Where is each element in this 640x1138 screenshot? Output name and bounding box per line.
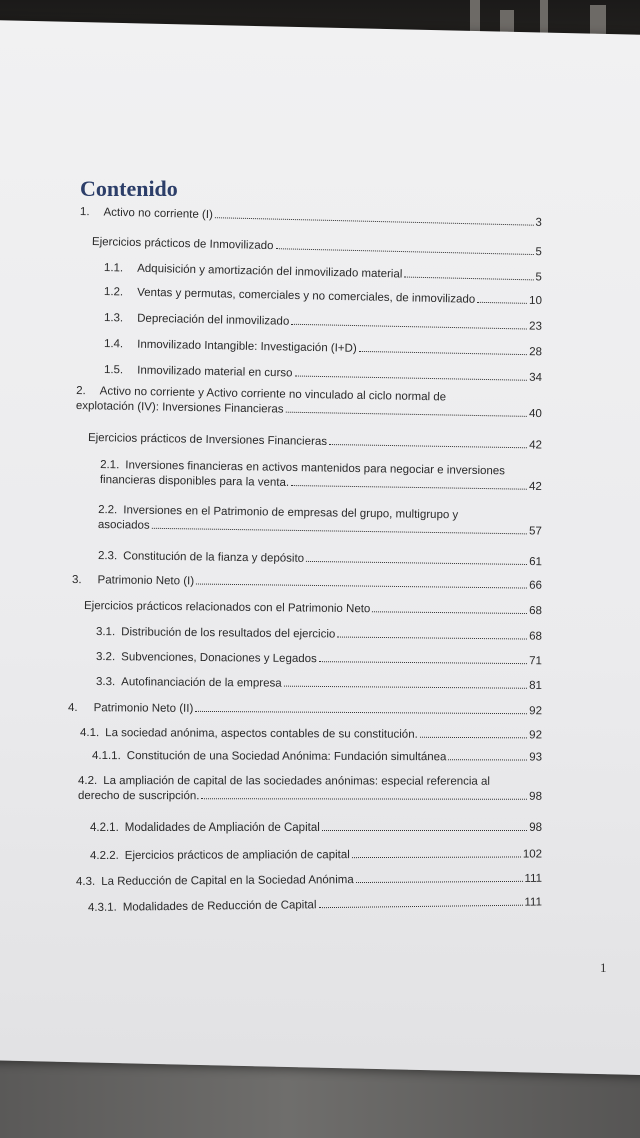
entry-number: 1.2.	[103, 286, 124, 299]
entry-title: La sociedad anónima, aspectos contables de su constitución.	[105, 727, 418, 741]
toc-entry	[100, 458, 542, 495]
leader-dots	[196, 584, 527, 589]
entry-page: 23	[528, 320, 543, 333]
entry-title: Constitución de una Sociedad Anónima: Fundación simultánea	[126, 750, 447, 764]
entry-page: 93	[529, 751, 543, 764]
entry-number: 3.1.	[95, 626, 116, 639]
toc-entry	[98, 550, 542, 568]
toc-entry	[104, 312, 542, 333]
entry-title: Ejercicios prácticos de ampliación de capital	[124, 849, 350, 862]
entry-number: 1.4.	[103, 338, 124, 351]
leader-dots	[359, 351, 527, 355]
leader-dots	[420, 737, 527, 739]
entry-page: 111	[524, 872, 543, 885]
entry-page: 28	[529, 346, 543, 359]
entry-page: 92	[529, 705, 543, 718]
entry-page: 68	[529, 630, 543, 643]
toc-entry	[90, 848, 542, 862]
leader-dots	[319, 661, 527, 664]
entry-title: Distribución de los resultados del ejercicio	[121, 626, 336, 641]
leader-dots	[352, 856, 521, 858]
leader-dots	[215, 217, 534, 226]
leader-dots	[322, 830, 527, 831]
entry-title: Inversiones financieras en activos mantenidos para negociar e inversiones	[125, 459, 506, 478]
entry-title: Activo no corriente y Activo corriente no vinculado al ciclo normal de	[99, 385, 447, 404]
leader-dots	[356, 881, 523, 883]
entry-number: 1.3.	[103, 312, 124, 325]
entry-page: 42	[528, 480, 542, 493]
leader-dots	[329, 444, 527, 448]
toc-entry	[76, 384, 542, 422]
entry-title: Autofinanciación de la empresa	[121, 676, 282, 690]
toc-heading: Contenido	[80, 176, 178, 201]
entry-title: Depreciación del inmovilizado	[137, 312, 290, 328]
leader-dots	[291, 485, 527, 490]
toc-entry	[92, 236, 542, 258]
entry-number: 4.3.1.	[87, 901, 117, 914]
entry-number: 2.1.	[100, 459, 120, 472]
entry-page: 81	[529, 679, 543, 692]
leader-dots	[291, 324, 527, 330]
entry-title: Ejercicios prácticos de Inmovilizado	[91, 236, 274, 253]
entry-title: Inversiones en el Patrimonio de empresas del grupo, multigrupo y	[123, 504, 459, 522]
entry-title: Ejercicios prácticos relacionados con el Patrimonio Neto	[83, 600, 371, 616]
entry-title: La ampliación de capital de las sociedades anónimas: especial referencia al	[103, 775, 490, 788]
entry-title: Modalidades de Reducción de Capital	[122, 899, 317, 914]
leader-dots	[404, 277, 533, 281]
toc-entry	[96, 651, 542, 667]
entry-number: 4.2.	[78, 775, 98, 788]
entry-number: 4.	[67, 702, 78, 715]
toc-entry	[68, 702, 542, 717]
entry-title: Modalidades de Ampliación de Capital	[124, 822, 320, 834]
page-number: 1	[600, 960, 607, 975]
leader-dots	[195, 711, 527, 714]
leader-dots	[286, 412, 527, 417]
entry-title: Constitución de la fianza y depósito	[123, 550, 305, 565]
entry-title: Patrimonio Neto (I)	[97, 574, 195, 588]
entry-number: 4.1.1.	[91, 750, 121, 763]
toc-entry	[104, 338, 542, 358]
entry-page: 42	[529, 439, 543, 452]
entry-page: 5	[535, 246, 543, 259]
entry-page: 34	[529, 371, 543, 385]
entry-number: 2.	[76, 385, 86, 398]
toc-entry	[88, 896, 542, 914]
leader-dots	[152, 528, 527, 535]
leader-dots	[448, 759, 527, 760]
toc-entry	[76, 873, 542, 888]
entry-page: 68	[529, 605, 543, 618]
toc-entry	[104, 364, 542, 384]
entry-title: Subvenciones, Donaciones y Legados	[121, 651, 317, 666]
entry-number: 2.3.	[97, 550, 118, 563]
entry-number: 4.2.2.	[89, 849, 119, 862]
toc-entry	[78, 774, 542, 805]
toc-entry	[80, 206, 542, 229]
toc-entry	[104, 286, 542, 307]
toc-entry	[96, 626, 542, 643]
entry-page: 40	[528, 407, 542, 421]
entry-title: La Reducción de Capital en la Sociedad Anónima	[101, 874, 354, 888]
leader-dots	[201, 798, 527, 800]
entry-title: Ventas y permutas, comerciales y no comerciales, de inmovilizado	[137, 286, 476, 306]
leader-dots	[372, 611, 527, 614]
leader-dots	[284, 686, 528, 689]
entry-number: 3.2.	[95, 651, 116, 664]
entry-title-continued: explotación (IV): Inversiones Financieras	[75, 399, 284, 416]
toc-entry	[104, 262, 542, 284]
entry-page: 111	[524, 896, 543, 909]
entry-title-continued: financieras disponibles para la venta.	[99, 473, 290, 489]
entry-title-continued: derecho de suscripción.	[77, 790, 200, 803]
entry-page: 61	[529, 556, 543, 569]
toc-entry	[72, 574, 542, 592]
toc-entry	[92, 750, 542, 764]
entry-page: 98	[529, 790, 542, 803]
entry-number: 2.2.	[98, 504, 118, 517]
leader-dots	[477, 302, 527, 304]
leader-dots	[319, 905, 523, 908]
entry-number: 1.	[79, 206, 90, 219]
leader-dots	[306, 561, 527, 565]
entry-page: 102	[522, 848, 543, 861]
entry-title-continued: asociados	[97, 518, 150, 532]
toc-entry	[96, 676, 542, 692]
entry-number: 4.3.	[75, 875, 96, 888]
entry-title: Ejercicios prácticos de Inversiones Financieras	[87, 432, 328, 448]
entry-number: 3.3.	[95, 676, 116, 689]
leader-dots	[294, 375, 527, 380]
entry-title: Activo no corriente (I)	[103, 206, 213, 222]
toc-entry	[88, 432, 542, 452]
entry-page: 3	[535, 216, 543, 229]
entry-page: 71	[529, 655, 543, 668]
entry-number: 1.1.	[103, 262, 124, 275]
toc-entry	[98, 503, 542, 540]
entry-number: 1.5.	[103, 364, 124, 377]
toc-entry	[84, 600, 542, 617]
entry-number: 3.	[71, 574, 82, 587]
toc-entry	[90, 822, 542, 834]
entry-title: Inmovilizado material en curso	[137, 364, 293, 380]
entry-page: 5	[535, 271, 543, 284]
entry-page: 92	[529, 729, 543, 742]
entry-number: 4.1.	[79, 727, 100, 740]
entry-number: 4.2.1.	[90, 822, 119, 834]
entry-title: Inmovilizado Intangible: Investigación (I+D)	[137, 338, 357, 355]
entry-page: 10	[528, 294, 543, 308]
entry-title: Patrimonio Neto (II)	[93, 702, 194, 715]
leader-dots	[275, 248, 533, 255]
entry-title: Adquisición y amortización del inmovilizado material	[137, 262, 403, 281]
leader-dots	[337, 637, 527, 640]
toc-entry	[80, 727, 542, 741]
entry-page: 98	[529, 822, 542, 834]
entry-page: 66	[529, 579, 543, 592]
entry-page: 57	[528, 525, 542, 538]
